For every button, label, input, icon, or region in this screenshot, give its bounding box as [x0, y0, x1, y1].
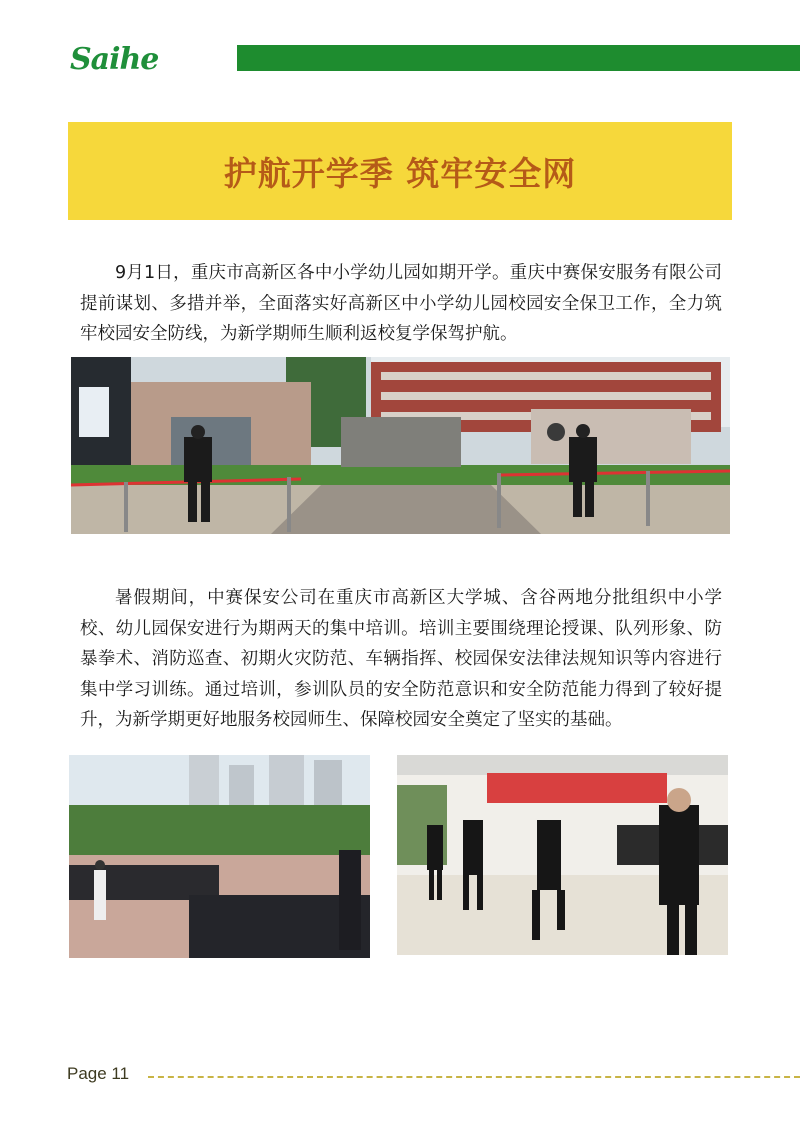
school-gate-photo-drawing	[71, 357, 730, 534]
outdoor-training-photo	[69, 755, 370, 958]
page-number: Page 11	[67, 1064, 130, 1083]
indoor-training-photo	[397, 755, 728, 955]
training-paragraph: 暑假期间，中赛保安公司在重庆市高新区大学城、含谷两地分批组织中小学校、幼儿园保安进行为期两天的集中培训。培训主要围绕理论授课、队列形象、防暴拳术、消防巡查、初期火灾防范、车辆指挥、校园保安法律法规知识等内容进行集中学习训练。通过培训，参训队员的安全防范意识和安全防范能力得到了较好提升，为新学期更好地服务校园师生、保障校园安全奠定了坚实的基础。	[80, 588, 722, 730]
outdoor-training-photo-drawing	[69, 755, 370, 958]
school-gate-photo	[71, 357, 730, 534]
title-banner	[68, 122, 732, 220]
intro-paragraph: 9月1日，重庆市高新区各中小学幼儿园如期开学。重庆中赛保安服务有限公司提前谋划、多措并举，全面落实好高新区中小学幼儿园校园安全保卫工作，全力筑牢校园安全防线，为新学期师生顺利返校复学保驾护航。	[80, 263, 722, 344]
saihe-logo: Saihe	[70, 42, 159, 77]
indoor-training-photo-drawing	[397, 755, 728, 955]
page-title: 护航开学季 筑牢安全网	[223, 153, 577, 193]
header-accent-bar	[237, 45, 800, 71]
footer-dashed-rule	[148, 1076, 800, 1078]
